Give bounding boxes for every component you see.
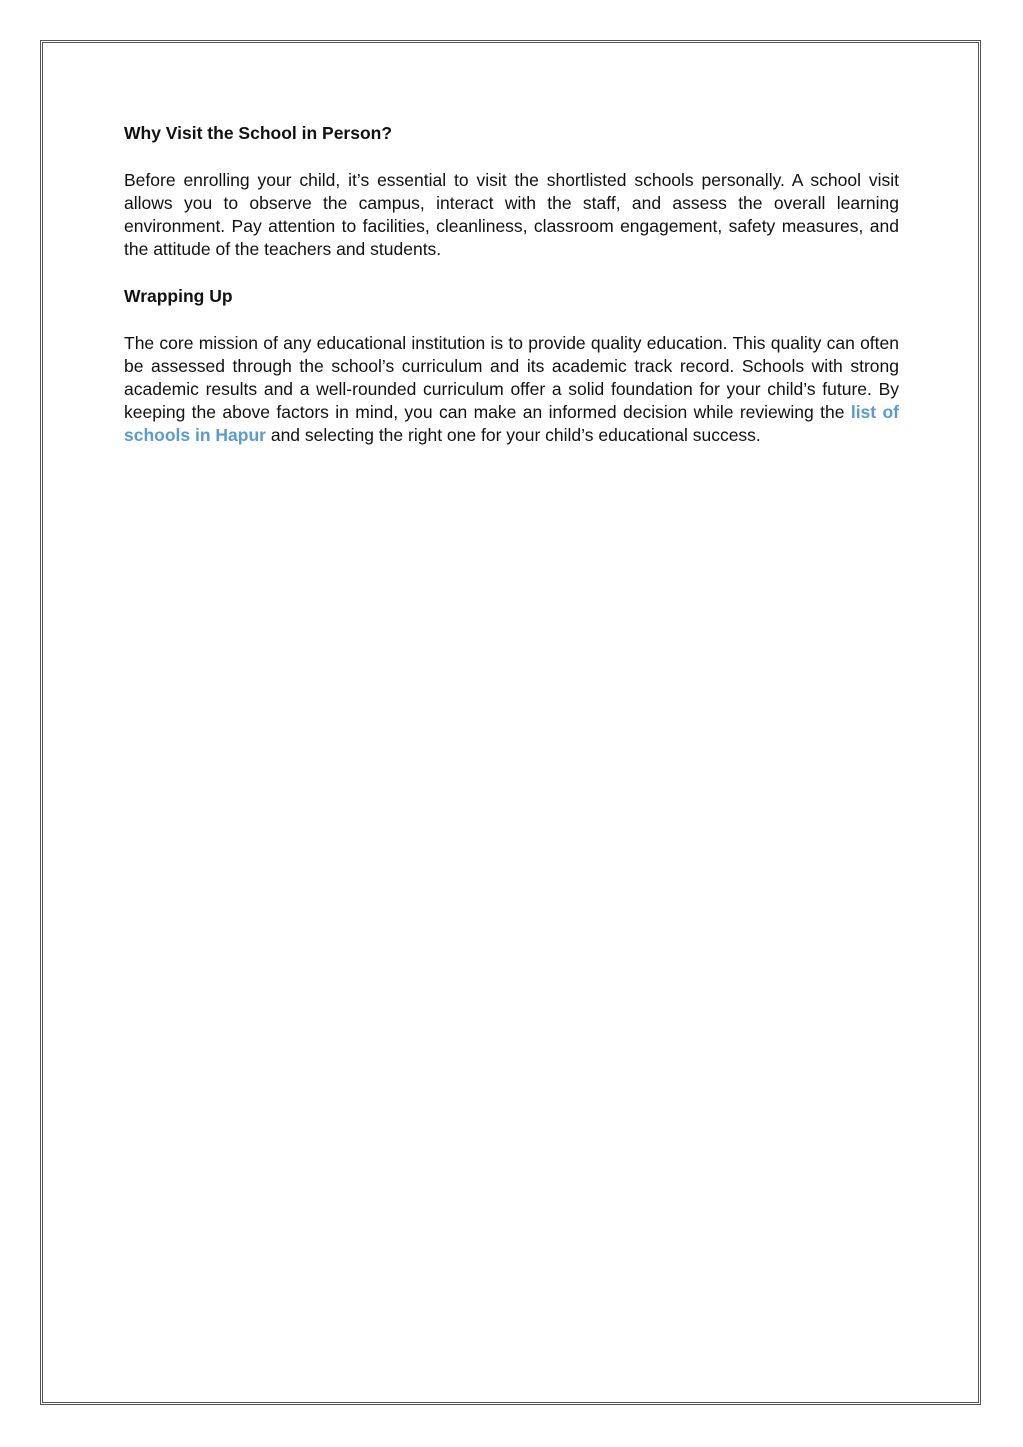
document-body [124,122,899,471]
schools-list-link[interactable]: list of schools in Hapur [124,402,899,445]
section-heading-school-visit: Why Visit the School in Person? [124,123,393,143]
section-paragraph-wrapping-up [124,332,899,447]
section-heading-wrapping-up: Wrapping Up [124,286,233,306]
paragraph-text-before-link: The core mission of any educational institution is to provide quality education. This quality can often be assessed through the school’s curriculum and its academic track record. Schools with strong academic results and a well-rounded curriculum offer a solid foundation for your child’s future. By keeping the above factors in mind, you can make an informed decision while reviewing the [124,333,899,422]
paragraph-text-after-link: and selecting the right one for your child’s educational success. [265,425,761,445]
section-paragraph-school-visit: Before enrolling your child, it’s essential to visit the shortlisted schools personally. A school visit allows you to observe the campus, interact with the staff, and assess the overall learning environment. Pay attention to facilities, cleanliness, classroom engagement, safety measures, and the attitude of the teachers and students. [124,170,899,259]
